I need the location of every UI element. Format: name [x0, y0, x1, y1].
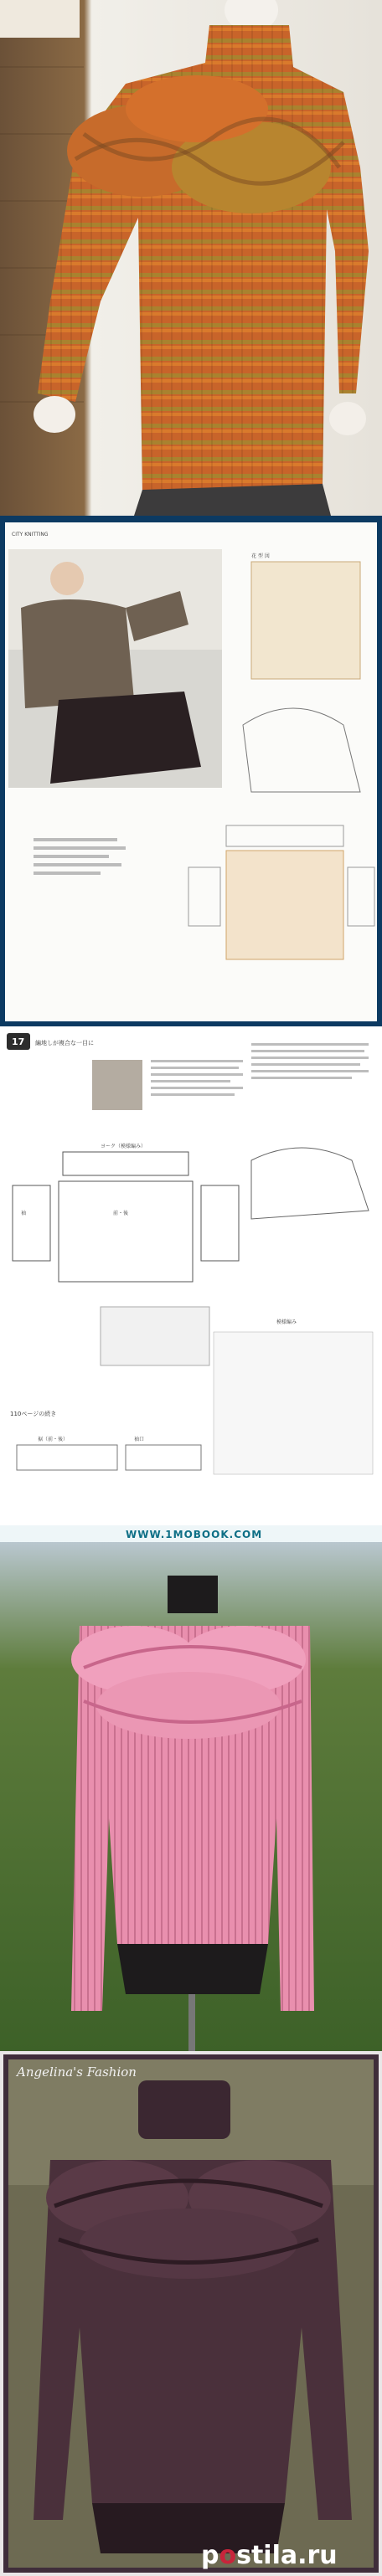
pattern-number: 17 — [12, 1036, 25, 1047]
photo-brown-sweater — [0, 2051, 382, 2576]
photo-magazine-page — [0, 516, 382, 1026]
site-watermark: WWW.1MOBOOK.COM — [126, 1529, 263, 1540]
turtleneck — [138, 2080, 230, 2139]
mannequin-base — [117, 1944, 268, 1994]
rib-label-1: 裾（前・後） — [38, 1437, 69, 1442]
price-tag — [0, 0, 80, 38]
body-label: 前・後 — [113, 1211, 129, 1216]
pattern-chart-label: 模様編み — [276, 1319, 297, 1325]
photo-striped-sweater — [0, 0, 382, 516]
stitch-grid — [214, 1332, 373, 1474]
magazine-header: CITY KNITTING — [12, 532, 49, 537]
model-face — [50, 562, 84, 595]
watermark-text: Angelina's Fashion — [17, 2064, 137, 2080]
model-sweater — [21, 599, 134, 708]
mannequin-hand-left — [34, 396, 75, 433]
stitch-chart — [251, 562, 360, 679]
cable-chart — [101, 1307, 209, 1365]
pattern-title: 編地しが複合な一目に — [35, 1040, 94, 1046]
postila-logo — [201, 2541, 338, 2570]
rib-label-2: 袖口 — [134, 1437, 145, 1442]
sweater-thumbnail — [92, 1060, 142, 1110]
svg-text:postila.ru: postila.ru — [201, 2541, 338, 2570]
mannequin-hand-right — [329, 402, 366, 435]
stand-pole — [188, 1994, 195, 2051]
sleeve-label: 袖 — [21, 1211, 27, 1216]
pattern-label: 花 型 図 — [251, 553, 270, 559]
photo-pink-sweater — [0, 1542, 382, 2051]
continued-note: 110ページの続き — [10, 1411, 57, 1417]
mannequin-neck — [168, 1576, 218, 1613]
photo-pattern-page — [0, 1026, 382, 1542]
yoke-label: ヨーク（模様編み） — [101, 1144, 147, 1149]
body-diagram — [226, 851, 343, 959]
